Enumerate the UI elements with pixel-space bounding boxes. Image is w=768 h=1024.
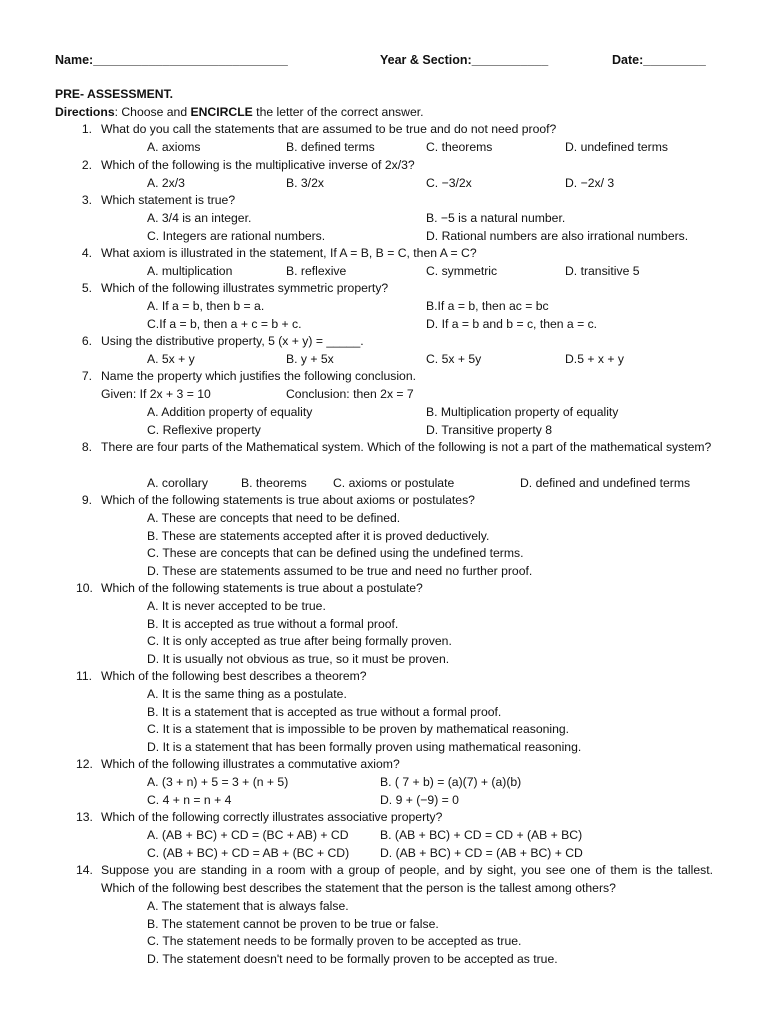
option-a[interactable]: A. 5x + y — [147, 352, 195, 366]
option-d[interactable]: D. 9 + (−9) = 0 — [380, 793, 459, 807]
option-a[interactable]: A. Addition property of equality — [147, 405, 313, 419]
question-stem: Which of the following statements is true about a postulate? — [101, 581, 423, 595]
option-b[interactable]: B. 3/2x — [286, 176, 324, 190]
option-a[interactable]: A. (AB + BC) + CD = (BC + AB) + CD — [147, 828, 349, 842]
option-a[interactable]: A. The statement that is always false. — [147, 899, 349, 913]
option-c[interactable]: C. These are concepts that can be defined using the undefined terms. — [147, 546, 524, 560]
option-a[interactable]: A. 3/4 is an integer. — [147, 211, 252, 225]
option-b[interactable]: B. reflexive — [286, 264, 347, 278]
question-stem: Which of the following best describes a theorem? — [101, 669, 367, 683]
option-c[interactable]: C. 4 + n = n + 4 — [147, 793, 232, 807]
question-stem: Name the property which justifies the following conclusion. — [101, 369, 417, 383]
question-stem: Which of the following illustrates symmetric property? — [101, 281, 389, 295]
question-stem: Which of the following correctly illustrates associative property? — [101, 810, 443, 824]
option-b[interactable]: B. These are statements accepted after it is proved deductively. — [147, 529, 490, 543]
question-number: 9. — [81, 493, 92, 507]
option-d[interactable]: D. defined and undefined terms — [520, 476, 691, 490]
date-blank: _________ — [643, 53, 706, 67]
question-number: 4. — [81, 246, 92, 260]
option-d[interactable]: D. transitive 5 — [565, 264, 640, 278]
option-c[interactable]: C.If a = b, then a + c = b + c. — [147, 317, 302, 331]
option-d[interactable]: D. (AB + BC) + CD = (AB + BC) + CD — [380, 846, 583, 860]
date-label: Date: — [612, 53, 644, 67]
option-a[interactable]: A. It is never accepted to be true. — [147, 599, 326, 613]
option-d[interactable]: D. Rational numbers are also irrational numbers. — [426, 229, 689, 243]
name-label: Name: — [55, 53, 94, 67]
directions — [55, 104, 424, 122]
question-number: 7. — [81, 369, 92, 383]
question-number: 14. — [76, 863, 93, 877]
directions-text-a: : Choose and — [114, 105, 191, 119]
question-stem: Which of the following statements is true about axioms or postulates? — [101, 493, 475, 507]
question-number: 2. — [81, 158, 92, 172]
option-c[interactable]: C. The statement needs to be formally proven to be accepted as true. — [147, 934, 522, 948]
name-field — [55, 52, 288, 70]
option-d[interactable]: D. These are statements assumed to be true and need no further proof. — [147, 564, 533, 578]
option-b[interactable]: B. The statement cannot be proven to be true or false. — [147, 917, 439, 931]
option-b[interactable]: B. It is a statement that is accepted as true without a formal proof. — [147, 705, 502, 719]
question-number: 1. — [81, 122, 92, 136]
question-number: 12. — [76, 757, 93, 771]
option-c[interactable]: C. It is a statement that is impossible to be proven by mathematical reasoning. — [147, 722, 570, 736]
option-a[interactable]: A. multiplication — [147, 264, 233, 278]
conclusion-statement: Conclusion: then 2x = 7 — [286, 387, 414, 401]
question-number: 10. — [76, 581, 93, 595]
question-number: 6. — [81, 334, 92, 348]
question-number: 13. — [76, 810, 93, 824]
question-number: 3. — [81, 193, 92, 207]
question-number: 11. — [76, 669, 93, 683]
question-stem: What do you call the statements that are assumed to be true and do not need proof? — [101, 122, 557, 136]
option-b[interactable]: B. Multiplication property of equality — [426, 405, 619, 419]
option-a[interactable]: A. corollary — [147, 476, 208, 490]
option-b[interactable]: B. −5 is a natural number. — [426, 211, 566, 225]
option-d[interactable]: D. If a = b and b = c, then a = c. — [426, 317, 598, 331]
option-d[interactable]: D. −2x/ 3 — [565, 176, 615, 190]
question-stem: Using the distributive property, 5 (x + y) = _____. — [101, 334, 364, 348]
option-d[interactable]: D. It is a statement that has been formally proven using mathematical reasoning. — [147, 740, 582, 754]
question-stem: Suppose you are standing in a room with a group of people, and by sight, you see one of them is the tallest. Which of the following best describes the statement that the person is the tallest among others? — [101, 863, 713, 895]
directions-emphasis: ENCIRCLE — [190, 105, 253, 119]
question-stem: Which of the following is the multiplicative inverse of 2x/3? — [101, 158, 415, 172]
option-d[interactable]: D.5 + x + y — [565, 352, 624, 366]
directions-text-b: the letter of the correct answer. — [252, 105, 424, 119]
option-a[interactable]: A. It is the same thing as a postulate. — [147, 687, 347, 701]
option-b[interactable]: B. defined terms — [286, 140, 375, 154]
year-section-field — [380, 52, 548, 70]
page-title: PRE- ASSESSMENT. — [55, 87, 174, 101]
option-b[interactable]: B. ( 7 + b) = (a)(7) + (a)(b) — [380, 775, 522, 789]
option-b[interactable]: B. It is accepted as true without a formal proof. — [147, 617, 399, 631]
option-a[interactable]: A. If a = b, then b = a. — [147, 299, 265, 313]
option-c[interactable]: C. axioms or postulate — [333, 476, 455, 490]
option-d[interactable]: D. Transitive property 8 — [426, 423, 552, 437]
option-c[interactable]: C. −3/2x — [426, 176, 472, 190]
option-b[interactable]: B. theorems — [241, 476, 307, 490]
option-a[interactable]: A. (3 + n) + 5 = 3 + (n + 5) — [147, 775, 289, 789]
option-b[interactable]: B. y + 5x — [286, 352, 334, 366]
option-a[interactable]: A. 2x/3 — [147, 176, 185, 190]
option-b[interactable]: B. (AB + BC) + CD = CD + (AB + BC) — [380, 828, 583, 842]
option-b[interactable]: B.If a = b, then ac = bc — [426, 299, 549, 313]
option-a[interactable]: A. axioms — [147, 140, 201, 154]
option-c[interactable]: C. theorems — [426, 140, 493, 154]
given-statement: Given: If 2x + 3 = 10 — [101, 387, 211, 401]
option-c[interactable]: C. Reflexive property — [147, 423, 261, 437]
option-d[interactable]: D. The statement doesn't need to be formally proven to be accepted as true. — [147, 952, 558, 966]
option-d[interactable]: D. undefined terms — [565, 140, 668, 154]
question-number: 5. — [81, 281, 92, 295]
option-c[interactable]: C. 5x + 5y — [426, 352, 482, 366]
question-stem: There are four parts of the Mathematical system. Which of the following is not a part of the mathematical system? — [101, 440, 712, 454]
option-c[interactable]: C. symmetric — [426, 264, 498, 278]
option-c[interactable]: C. Integers are rational numbers. — [147, 229, 326, 243]
question-number: 8. — [81, 440, 92, 454]
option-c[interactable]: C. (AB + BC) + CD = AB + (BC + CD) — [147, 846, 350, 860]
name-blank: ____________________________ — [93, 53, 288, 67]
date-field — [612, 52, 706, 70]
directions-label: Directions — [55, 105, 115, 119]
question-stem: What axiom is illustrated in the statement, If A = B, B = C, then A = C? — [101, 246, 477, 260]
question-stem: Which statement is true? — [101, 193, 236, 207]
year-section-blank: ___________ — [471, 53, 549, 67]
option-a[interactable]: A. These are concepts that need to be defined. — [147, 511, 401, 525]
question-stem: Which of the following illustrates a commutative axiom? — [101, 757, 400, 771]
option-d[interactable]: D. It is usually not obvious as true, so it must be proven. — [147, 652, 450, 666]
year-section-label: Year & Section: — [380, 53, 472, 67]
option-c[interactable]: C. It is only accepted as true after being formally proven. — [147, 634, 452, 648]
